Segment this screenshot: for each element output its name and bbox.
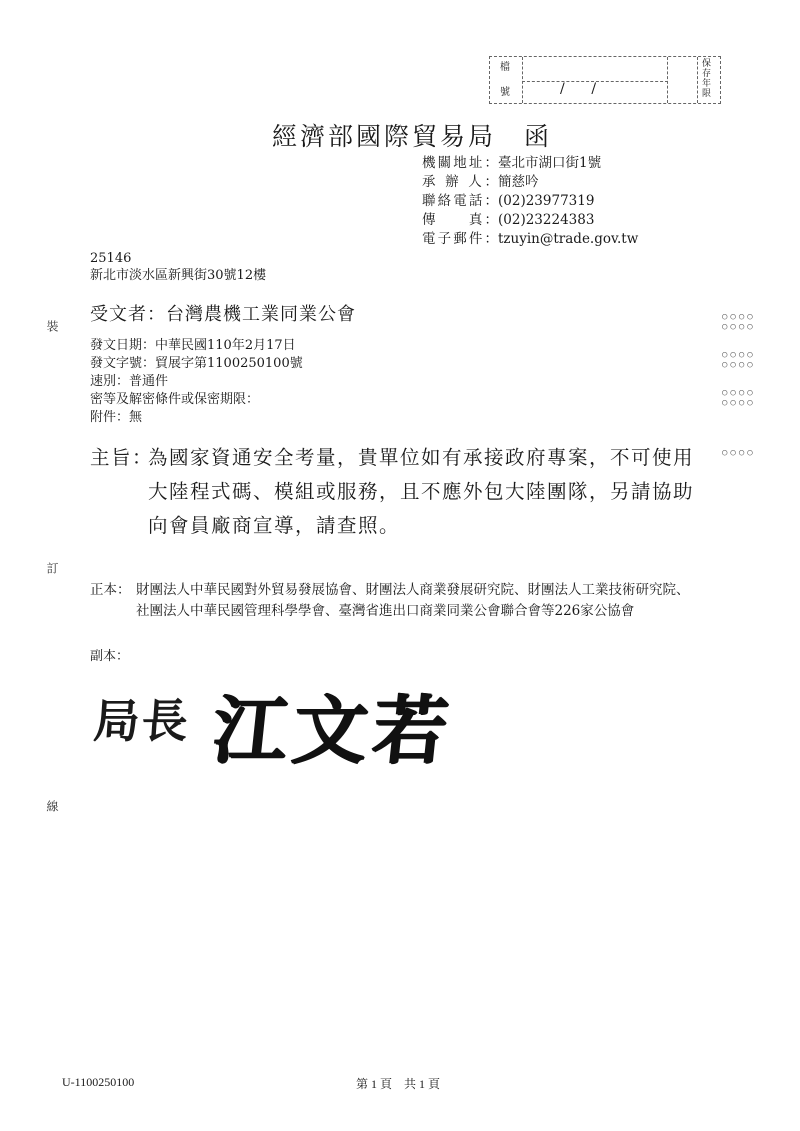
- agency-address-row: [422, 154, 601, 172]
- archive-file-label: 檔: [500, 62, 510, 73]
- agency-phone-row: [422, 192, 594, 210]
- retention-label: 保存年限: [702, 59, 712, 99]
- binding-mark-zhuang: 裝: [45, 320, 59, 332]
- agency-fax-label: 傳 真：: [422, 212, 498, 228]
- attachment: 附件：無: [90, 410, 143, 425]
- agency-contact-row: [422, 173, 539, 191]
- agency-contact: 簡慈吟: [498, 174, 539, 190]
- original-recipients-block: [90, 580, 702, 622]
- security-level: 密等及解密條件或保密期限：: [90, 392, 260, 407]
- agency-fax: (02)23224383: [498, 212, 595, 228]
- subject-label: 主旨：: [90, 446, 154, 469]
- recipient-address: 新北市淡水區新興街30號12樓: [90, 268, 267, 283]
- original-recipients: 財團法人中華民國對外貿易發展協會、財團法人商業發展研究院、財團法人工業技術研究院、社團法人中華民國管理科學學會、臺灣省進出口商業同業公會聯合會等226家公協會: [136, 582, 690, 619]
- agency-email-label: 電子郵件：: [422, 231, 498, 247]
- archive-number-value: / /: [560, 81, 597, 97]
- archive-number-label: 號: [500, 87, 510, 98]
- postal-code: 25146: [90, 251, 132, 266]
- document-code: U-1100250100: [62, 1075, 135, 1089]
- agency-address: 臺北市湖口街1號: [498, 155, 602, 171]
- agency-phone-label: 聯絡電話：: [422, 193, 498, 209]
- agency-contact-label: 承 辦 人：: [422, 174, 498, 190]
- subject-block: [90, 441, 710, 543]
- issue-number: 發文字號：貿展字第1100250100號: [90, 356, 303, 371]
- agency-address-label: 機關地址：: [422, 155, 498, 171]
- subject-text: 為國家資通安全考量，貴單位如有承接政府專案，不可使用大陸程式碼、模組或服務，且不應外包大陸團隊，另請協助向會員廠商宣導，請查照。: [148, 446, 695, 537]
- delivery-speed: 速別：普通件: [90, 374, 169, 389]
- agency-email-row: [422, 230, 638, 248]
- copy-label: 副本：: [90, 649, 130, 664]
- agency-email: tzuyin@trade.gov.tw: [498, 231, 639, 247]
- agency-phone: (02)23977319: [498, 193, 595, 209]
- issue-date: 發文日期：中華民國110年2月17日: [90, 338, 296, 353]
- director-title: 局長: [91, 694, 192, 748]
- binding-mark-ding: 訂: [45, 562, 59, 574]
- agency-fax-row: [422, 211, 594, 229]
- recipient: 受文者：台灣農機工業同業公會: [90, 304, 356, 325]
- page-indicator: 第 1 頁 共 1 頁: [356, 1077, 441, 1091]
- binding-mark-xian: 線: [45, 800, 59, 812]
- original-label: 正本：: [90, 582, 131, 598]
- margin-dots-column: ○○○○ ○○○○ ○○○○ ○○○○ ○○○○ ○○○○ ○○○○: [722, 312, 756, 458]
- archive-box: [489, 56, 721, 104]
- document-title: 經濟部國際貿易局 函: [272, 122, 553, 151]
- director-signature: 江文若: [208, 688, 458, 774]
